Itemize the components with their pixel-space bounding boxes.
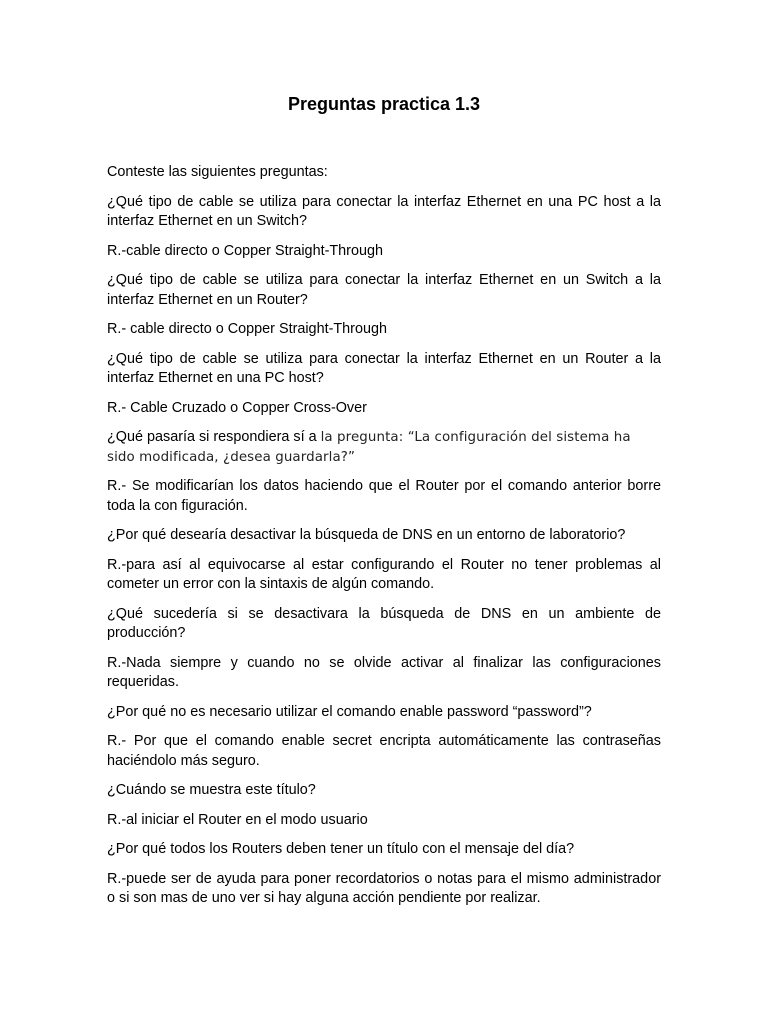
qa-item-3: [107, 350, 661, 419]
answer-4: R.- Se modificarían los datos haciendo que el Router por el comando anterior borre toda la con figuración.: [107, 478, 661, 514]
question-4-rest: la pregunta: “La configuración del sistema ha sido modificada, ¿desea guardarla?”: [107, 430, 631, 465]
qa-item-2: [107, 271, 661, 340]
question-8: ¿Cuándo se muestra este título?: [107, 782, 316, 798]
question-5: ¿Por qué desearía desactivar la búsqueda de DNS en un entorno de laboratorio?: [107, 527, 626, 543]
answer-7: R.- Por que el comando enable secret encripta automáticamente las contraseñas haciéndolo más seguro.: [107, 733, 661, 769]
qa-item-7: [107, 703, 661, 772]
question-6: ¿Qué sucedería si se desactivara la búsqueda de DNS en un ambiente de producción?: [107, 605, 661, 641]
question-9: ¿Por qué todos los Routers deben tener un título con el mensaje del día?: [107, 841, 575, 857]
question-4: [107, 428, 661, 467]
qa-item-5: [107, 526, 661, 595]
answer-3: R.- Cable Cruzado o Copper Cross-Over: [107, 399, 367, 416]
page-title: Preguntas practica 1.3: [287, 94, 481, 114]
qa-item-4: [107, 428, 661, 516]
question-2: ¿Qué tipo de cable se utiliza para conectar la interfaz Ethernet en un Switch a la interfaz Ethernet en un Router?: [107, 272, 661, 308]
qa-item-8: [107, 781, 661, 830]
intro-text: Conteste las siguientes preguntas:: [107, 164, 328, 180]
question-7: ¿Por qué no es necesario utilizar el comando enable password “password”?: [107, 703, 592, 720]
answer-9: R.-puede ser de ayuda para poner recordatorios o notas para el mismo administrador o si son mas de uno ver si hay alguna acción pendiente por realizar.: [107, 870, 661, 906]
document-body: [107, 163, 661, 919]
answer-8: R.-al iniciar el Router en el modo usuario: [107, 811, 368, 828]
qa-item-1: [107, 193, 661, 262]
answer-1: R.-cable directo o Copper Straight-Through: [107, 242, 383, 259]
answer-6: R.-Nada siempre y cuando no se olvide activar al finalizar las configuraciones requeridas.: [107, 654, 661, 690]
qa-item-6: [107, 605, 661, 693]
question-4-start: ¿Qué pasaría si respondiera sí a: [107, 429, 321, 445]
qa-item-9: [107, 840, 661, 909]
question-3: ¿Qué tipo de cable se utiliza para conectar la interfaz Ethernet en un Router a la interfaz Ethernet en una PC host?: [107, 350, 661, 386]
question-1: ¿Qué tipo de cable se utiliza para conectar la interfaz Ethernet en una PC host a la interfaz Ethernet en un Switch?: [107, 193, 661, 229]
answer-5: R.-para así al equivocarse al estar configurando el Router no tener problemas al cometer un error con la sintaxis de algún comando.: [107, 556, 661, 592]
answer-2: R.- cable directo o Copper Straight-Through: [107, 321, 387, 337]
